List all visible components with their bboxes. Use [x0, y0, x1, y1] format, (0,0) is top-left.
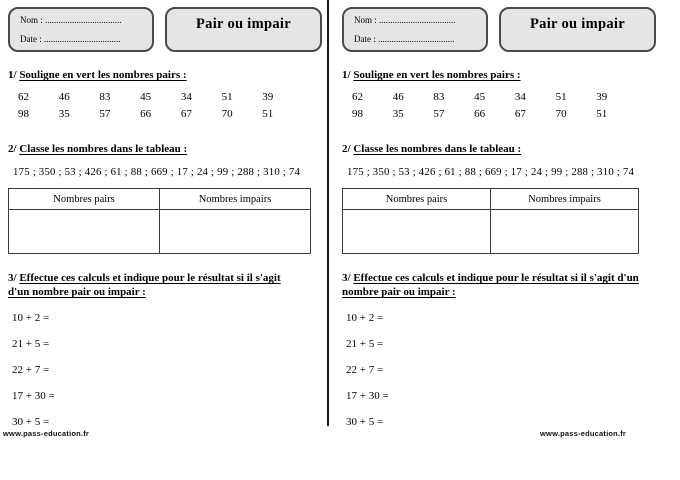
table-header-pairs: Nombres pairs — [9, 189, 160, 210]
calculation-line: 10 + 2 = — [12, 312, 50, 324]
exercise2-number: 2/ — [8, 143, 17, 155]
worksheet-column-left — [0, 0, 327, 480]
number-cell: 46 — [392, 91, 404, 103]
number-cell: 62 — [352, 91, 363, 103]
table-body-row — [9, 210, 311, 254]
exercise1-number: 1/ — [342, 69, 351, 81]
number-cell: 35 — [392, 108, 404, 120]
header-row — [8, 7, 327, 52]
exercise3-heading-line2 — [8, 285, 327, 299]
number-cell: 34 — [180, 91, 192, 103]
number-cell: 35 — [58, 108, 70, 120]
number-cell: 51 — [555, 91, 567, 103]
exercise3-title-line2: nombre pair ou impair : — [342, 286, 456, 298]
calculations-list — [12, 312, 327, 442]
exercise3-title-line1: Effectue ces calculs et indique pour le résultat si il s'agit — [19, 272, 281, 284]
exercise3-heading-line2 — [342, 285, 680, 299]
nom-line: Nom : .................................. — [20, 15, 122, 25]
number-cell: 39 — [262, 91, 274, 103]
exercise3-number: 3/ — [342, 272, 351, 284]
exercise3-number: 3/ — [8, 272, 17, 284]
exercise1-heading — [8, 68, 327, 82]
exercise2-title: Classe les nombres dans le tableau : — [19, 143, 188, 155]
date-line: Date : .................................. — [20, 34, 121, 44]
table-header-impairs: Nombres impairs — [160, 189, 311, 210]
calculation-line: 22 + 7 = — [12, 364, 50, 376]
exercise3-heading-line1 — [8, 271, 327, 285]
number-cell: 66 — [140, 108, 152, 120]
exercise1-heading — [342, 68, 680, 82]
table-cell-pairs-empty — [9, 210, 160, 254]
footer-url: www.pass-education.fr — [540, 429, 627, 438]
exercise3-heading-line1 — [342, 271, 680, 285]
number-cell: 51 — [596, 108, 608, 120]
number-cell: 45 — [140, 91, 152, 103]
number-cell: 67 — [514, 108, 526, 120]
number-cell: 98 — [352, 108, 363, 120]
number-cell: 46 — [58, 91, 70, 103]
table-cell-impairs-empty — [160, 210, 311, 254]
table-header-pairs: Nombres pairs — [343, 189, 491, 210]
calculations-list — [346, 312, 680, 442]
nom-line: Nom : .................................. — [354, 15, 456, 25]
date-line: Date : .................................. — [354, 34, 455, 44]
exercise1-title: Souligne en vert les nombres pairs : — [19, 69, 187, 81]
nom-date-box — [342, 7, 488, 52]
exercise2-numbers-list: 175 ; 350 ; 53 ; 426 ; 61 ; 88 ; 669 ; 17 ; 24 ; 99 ; 288 ; 310 ; 74 — [347, 166, 635, 178]
classification-table — [342, 188, 639, 254]
worksheet-column-right — [334, 0, 680, 480]
table-cell-impairs-empty — [491, 210, 639, 254]
number-cell: 62 — [18, 91, 29, 103]
column-divider — [327, 0, 329, 426]
exercise3-title-line2: d'un nombre pair ou impair : — [8, 286, 146, 298]
nom-date-box — [8, 7, 154, 52]
number-cell: 70 — [221, 108, 233, 120]
exercise3-title-line1: Effectue ces calculs et indique pour le résultat si il s'agit d'un — [353, 272, 639, 284]
header-row — [342, 7, 680, 52]
number-cell: 70 — [555, 108, 567, 120]
number-cell: 57 — [433, 108, 445, 120]
worksheet-title: Pair ou impair — [165, 7, 322, 52]
calculation-line: 30 + 5 = — [12, 416, 50, 428]
number-cell: 98 — [18, 108, 29, 120]
number-cell: 83 — [99, 91, 111, 103]
exercise2-number: 2/ — [342, 143, 351, 155]
calculation-line: 21 + 5 = — [12, 338, 50, 350]
number-cell: 83 — [433, 91, 445, 103]
calculation-line: 22 + 7 = — [346, 364, 384, 376]
number-cell: 45 — [474, 91, 486, 103]
exercise2-heading — [8, 142, 327, 156]
table-header-impairs: Nombres impairs — [491, 189, 639, 210]
calculation-line: 21 + 5 = — [346, 338, 384, 350]
exercise2-numbers-list: 175 ; 350 ; 53 ; 426 ; 61 ; 88 ; 669 ; 17 ; 24 ; 99 ; 288 ; 310 ; 74 — [13, 166, 301, 178]
calculation-line: 17 + 30 = — [346, 390, 389, 402]
number-cell: 66 — [474, 108, 486, 120]
table-cell-pairs-empty — [343, 210, 491, 254]
number-cell: 34 — [514, 91, 526, 103]
exercise1-numbers-grid — [352, 91, 637, 121]
exercise1-numbers-grid — [18, 91, 303, 121]
worksheet-title: Pair ou impair — [499, 7, 656, 52]
exercise1-number: 1/ — [8, 69, 17, 81]
table-body-row — [343, 210, 639, 254]
calculation-line: 10 + 2 = — [346, 312, 384, 324]
footer-url: www.pass-education.fr — [3, 429, 90, 438]
number-cell: 57 — [99, 108, 111, 120]
classification-table — [8, 188, 311, 254]
exercise2-heading — [342, 142, 680, 156]
calculation-line: 30 + 5 = — [346, 416, 384, 428]
table-header-row — [343, 189, 639, 210]
table-header-row — [9, 189, 311, 210]
number-cell: 39 — [596, 91, 608, 103]
number-cell: 67 — [180, 108, 192, 120]
exercise2-title: Classe les nombres dans le tableau : — [353, 143, 522, 155]
calculation-line: 17 + 30 = — [12, 390, 55, 402]
number-cell: 51 — [221, 91, 233, 103]
number-cell: 51 — [262, 108, 274, 120]
exercise1-title: Souligne en vert les nombres pairs : — [353, 69, 521, 81]
